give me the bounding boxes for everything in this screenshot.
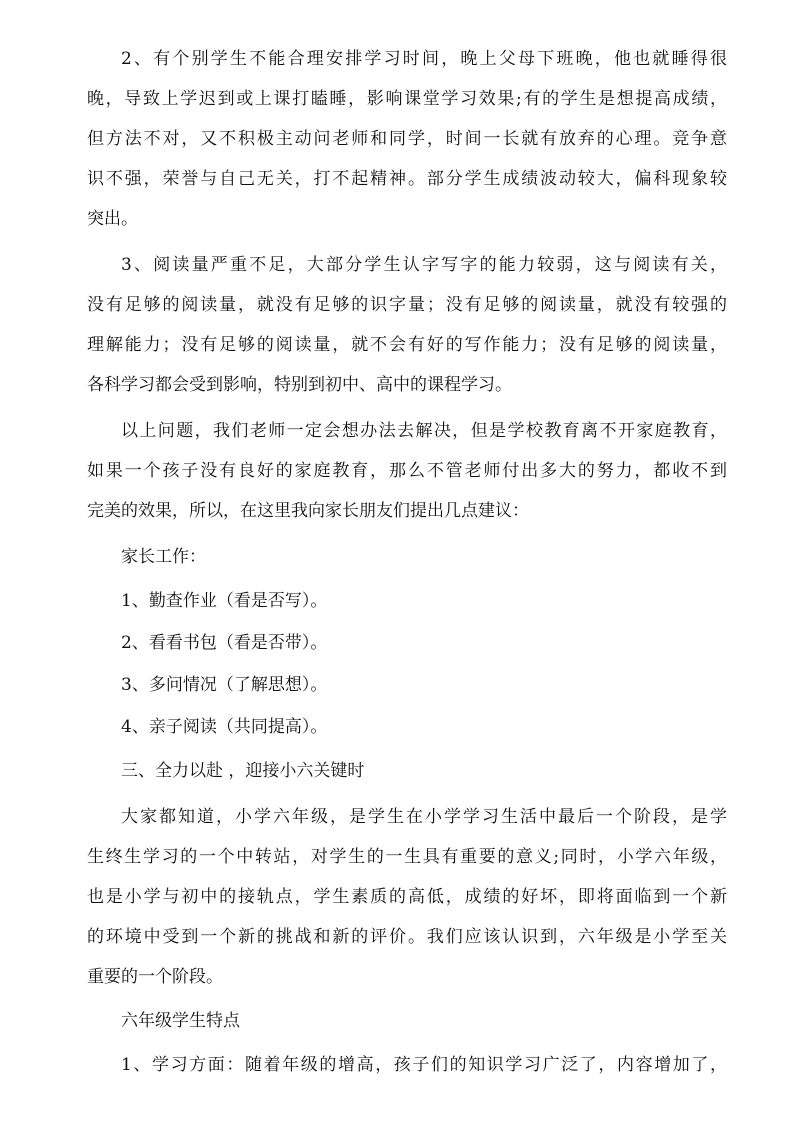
paragraph-line: 各科学习都会受到影响，特别到初中、高中的课程学习。 bbox=[87, 375, 512, 395]
paragraph-line: 晚，导致上学迟到或上课打瞌睡，影响课堂学习效果;有的学生是想提高成绩， bbox=[87, 89, 727, 109]
section-label: 家长工作： bbox=[121, 547, 206, 567]
list-item: 2、看看书包（看是否带）。 bbox=[121, 633, 328, 653]
paragraph-line: 生终生学习的一个中转站，对学生的一生具有重要的意义;同时，小学六年级， bbox=[87, 847, 727, 867]
list-item: 3、多问情况（了解思想）。 bbox=[121, 675, 328, 695]
list-item: 1、勤查作业（看是否写）。 bbox=[121, 591, 328, 611]
paragraph-line: 的环境中受到一个新的挑战和新的评价。我们应该认识到，六年级是小学至关 bbox=[87, 927, 727, 947]
paragraph-line: 没有足够的阅读量，就没有足够的识字量；没有足够的阅读量，就没有较强的 bbox=[87, 295, 727, 315]
list-item: 4、亲子阅读（共同提高）。 bbox=[121, 717, 328, 737]
paragraph-line: 完美的效果，所以，在这里我向家长朋友们提出几点建议： bbox=[87, 501, 529, 521]
paragraph-line: 但方法不对，又不积极主动问老师和同学，时间一长就有放弃的心理。竞争意 bbox=[87, 129, 727, 149]
paragraph-line: 识不强，荣誉与自己无关，打不起精神。部分学生成绩波动较大，偏科现象较 bbox=[87, 169, 727, 189]
paragraph-line: 以上问题，我们老师一定会想办法去解决，但是学校教育离不开家庭教育， bbox=[121, 421, 727, 441]
paragraph-line: 重要的一个阶段。 bbox=[87, 967, 223, 987]
section-heading: 三、全力以赴 ，迎接小六关键时 bbox=[121, 761, 365, 781]
paragraph-line: 1、学习方面：随着年级的增高，孩子们的知识学习广泛了，内容增加了， bbox=[121, 1055, 727, 1075]
paragraph-line: 如果一个孩子没有良好的家庭教育，那么不管老师付出多大的努力，都收不到 bbox=[87, 461, 727, 481]
section-label: 六年级学生特点 bbox=[121, 1011, 240, 1031]
paragraph-line: 理解能力；没有足够的阅读量，就不会有好的写作能力；没有足够的阅读量， bbox=[87, 335, 727, 355]
paragraph-line: 大家都知道，小学六年级，是学生在小学学习生活中最后一个阶段，是学 bbox=[121, 807, 727, 827]
paragraph-line: 2、有个别学生不能合理安排学习时间，晚上父母下班晚，他也就睡得很 bbox=[121, 49, 727, 69]
paragraph-line: 3、阅读量严重不足，大部分学生认字写字的能力较弱，这与阅读有关， bbox=[121, 255, 727, 275]
paragraph-line: 突出。 bbox=[87, 209, 138, 229]
paragraph-line: 也是小学与初中的接轨点，学生素质的高低，成绩的好坏，即将面临到一个新 bbox=[87, 887, 727, 907]
